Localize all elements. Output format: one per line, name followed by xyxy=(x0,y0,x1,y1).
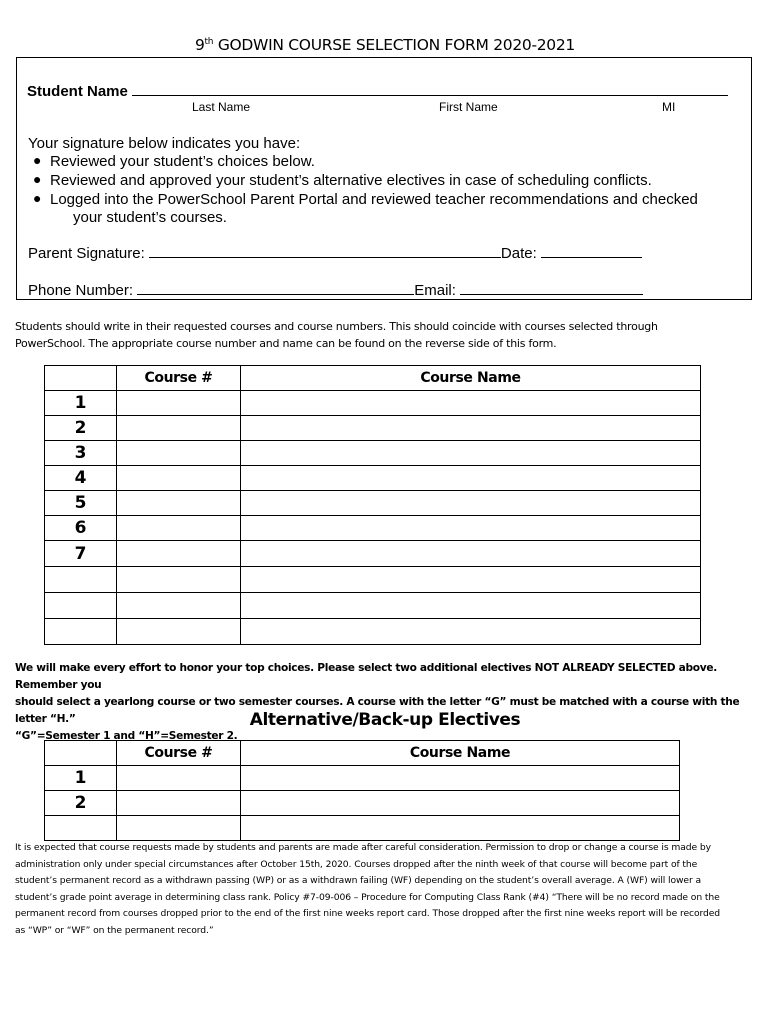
table-row: 1 xyxy=(45,391,701,416)
last-name-caption: Last Name xyxy=(192,100,251,114)
table-row xyxy=(45,593,701,619)
course-number-cell[interactable] xyxy=(117,619,241,645)
course-number-header: Course # xyxy=(117,366,241,391)
mi-caption: MI xyxy=(662,100,676,114)
course-number-header: Course # xyxy=(117,741,241,766)
email-label: Email: xyxy=(414,282,456,299)
table-header-row xyxy=(45,741,680,766)
parent-signature-line[interactable] xyxy=(149,245,501,258)
date-line[interactable] xyxy=(541,245,642,258)
bullet-icon: ● xyxy=(33,171,42,187)
bullet-continuation: your student’s courses. xyxy=(73,209,227,226)
course-name-cell[interactable] xyxy=(241,619,701,645)
phone-line[interactable] xyxy=(137,282,414,295)
policy-text: It is expected that course requests made by students and parents are made after careful consideration. Permission to drop or change a course is made by administration only under special circumstances after October 15th, 2020. Courses dropped after the ninth week of that course will become part of the student’s permanent record as a withdrawn passing (WP) or as a withdrawn failing (WF) depending on the student’s overall average. A (WF) will lower a student’s grade point average in determining class rank. Policy #7-09-006 – Procedure for Computing Class Rank (#4) “There will be no record made on the permanent record from courses dropped prior to the end of the first nine weeks report card. Those dropped after the first nine weeks report will be recorded as “WP” or “WF” on the permanent record.” xyxy=(15,842,721,936)
course-name-header: Course Name xyxy=(241,366,701,391)
course-name-cell[interactable] xyxy=(241,391,701,416)
contact-row xyxy=(28,282,643,299)
course-number-cell[interactable] xyxy=(117,766,241,791)
course-number-cell[interactable] xyxy=(117,791,241,816)
course-number-cell[interactable] xyxy=(117,516,241,541)
table-row xyxy=(45,567,701,593)
student-name-line[interactable] xyxy=(132,83,728,96)
phone-label: Phone Number: xyxy=(28,282,134,299)
form-title: 9th GODWIN COURSE SELECTION FORM 2020-2021 xyxy=(194,36,575,54)
course-name-cell[interactable] xyxy=(241,466,701,491)
table-row xyxy=(45,619,701,645)
table-row: 1 xyxy=(45,766,680,791)
parent-signature-row xyxy=(28,245,642,262)
course-table xyxy=(44,365,701,645)
course-number-cell[interactable] xyxy=(117,491,241,516)
bullet-item: ● Reviewed your student’s choices below. xyxy=(33,152,315,170)
bullet-icon: ● xyxy=(33,152,42,168)
alternative-electives-title: Alternative/Back-up Electives xyxy=(249,710,521,730)
alternative-table xyxy=(44,740,680,841)
course-name-cell[interactable] xyxy=(241,567,701,593)
table-row: 7 xyxy=(45,541,701,567)
table-row: 4 xyxy=(45,466,701,491)
course-name-cell[interactable] xyxy=(241,541,701,567)
table-row: 3 xyxy=(45,441,701,466)
course-name-cell[interactable] xyxy=(241,816,680,841)
course-number-cell[interactable] xyxy=(117,816,241,841)
course-name-cell[interactable] xyxy=(241,441,701,466)
course-name-cell[interactable] xyxy=(241,766,680,791)
email-line[interactable] xyxy=(460,282,643,295)
course-number-cell[interactable] xyxy=(117,466,241,491)
course-name-cell[interactable] xyxy=(241,491,701,516)
course-number-cell[interactable] xyxy=(117,391,241,416)
course-name-cell[interactable] xyxy=(241,516,701,541)
course-number-cell[interactable] xyxy=(117,593,241,619)
bullet-icon: ● xyxy=(33,190,42,206)
student-name-label: Student Name xyxy=(27,83,128,100)
instructions: Students should write in their requested courses and course numbers. This should coincide with courses selected through PowerSchool. The appropriate course number and name can be found on the reverse side of this form. xyxy=(15,320,658,350)
first-name-caption: First Name xyxy=(439,100,498,114)
course-name-cell[interactable] xyxy=(241,791,680,816)
course-name-header: Course Name xyxy=(241,741,680,766)
table-header-row xyxy=(45,366,701,391)
table-row: 2 xyxy=(45,416,701,441)
course-number-cell[interactable] xyxy=(117,416,241,441)
signature-intro: Your signature below indicates you have: xyxy=(28,135,301,152)
parent-signature-label: Parent Signature: xyxy=(28,245,145,262)
student-name-row xyxy=(27,83,728,100)
course-name-cell[interactable] xyxy=(241,593,701,619)
electives-note: We will make every effort to honor your top choices. Please select two additional electives NOT ALREADY SELECTED above. Remember you should select a yearlong course or two semester courses. A course with the letter “G” must be matched with a course with the letter “H.” “G”=Semester 1 and “H”=Semester 2. xyxy=(15,662,740,742)
date-label: Date: xyxy=(500,245,537,262)
table-row: 5 xyxy=(45,491,701,516)
course-number-cell[interactable] xyxy=(117,441,241,466)
bullet-item: ● Reviewed and approved your student’s alternative electives in case of scheduling conflicts. xyxy=(33,171,652,189)
bullet-item: ● Logged into the PowerSchool Parent Portal and reviewed teacher recommendations and checked xyxy=(33,190,698,208)
table-row xyxy=(45,816,680,841)
course-number-cell[interactable] xyxy=(117,541,241,567)
table-row: 2 xyxy=(45,791,680,816)
course-number-cell[interactable] xyxy=(117,567,241,593)
table-row: 6 xyxy=(45,516,701,541)
course-name-cell[interactable] xyxy=(241,416,701,441)
